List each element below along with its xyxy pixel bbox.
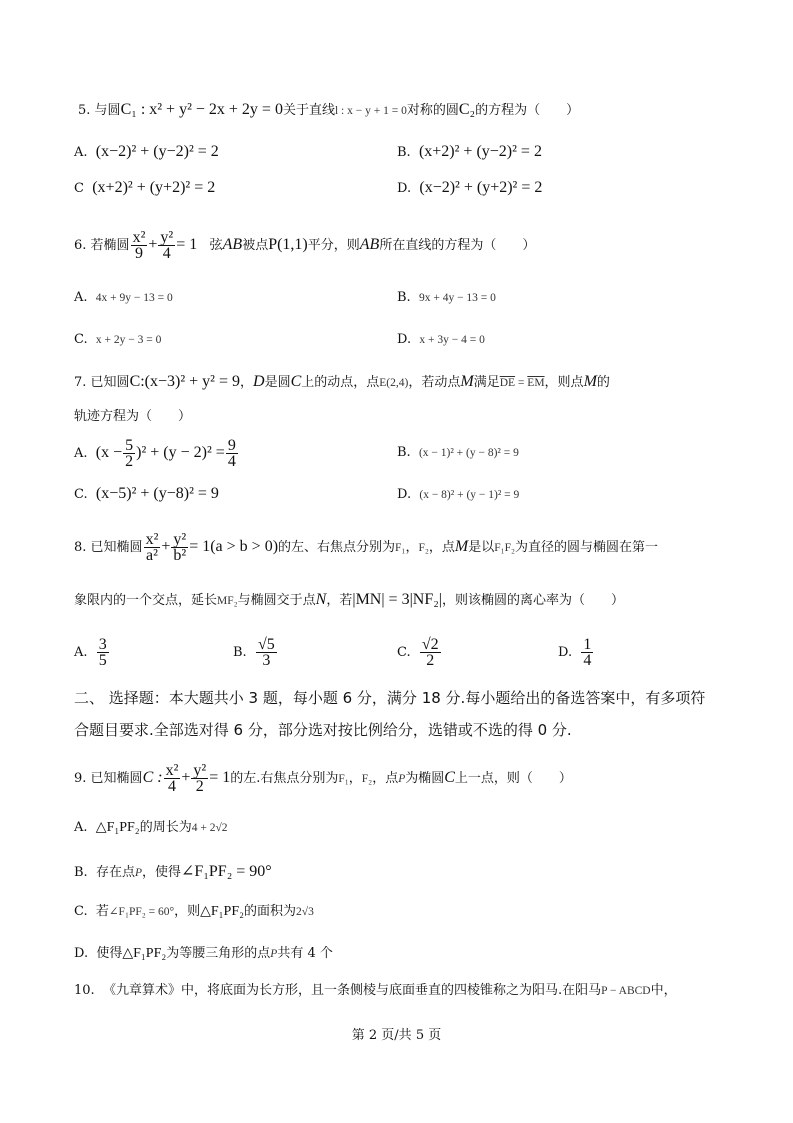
q9-option-b: B. 存在点P，使得∠F₁PF₂ = 90° (74, 863, 272, 880)
q6-stem: 6. 若椭圆 $\frac{\text{x²}}{9}$ + $\frac{\text{y²}}{4}$ = 1 弦AB被点P(1,1)平分，则AB所在直线的方程为（ ） (74, 229, 536, 262)
q8-option-b: B. $\frac{√5}{3}$ (233, 636, 275, 669)
section2-instructions-line2: 合题目要求.全部选对得 6 分，部分选对按比例给分，选错或不选的得 0 分. (74, 721, 572, 739)
q8-stem-line1: 8. 已知椭圆 $\frac{\text{x²}}{\text{a²}}$ + $\frac{\text{y²}}{\text{b²}}$ = 1(a > b > 0)的左、右焦点分别为F₁，F₂，点M是以F₁F₂为直径的圆与椭圆在第一 (74, 531, 659, 564)
q7-vector-em: $\overline{EM}$ (527, 377, 545, 389)
q5-line-equation: l : x − y + 1 = 0 (334, 105, 407, 117)
q7-option-d: D. (x − 8)² + (y − 1)² = 9 (397, 487, 520, 502)
q9-option-a: A. △F₁PF₂的周长为4 + 2√2 (74, 820, 228, 835)
q7-circle-equation: C:(x−3)² + y² = 9 (129, 373, 240, 390)
q7-option-b: B. (x − 1)² + (y − 8)² = 9 (397, 445, 519, 460)
q7-option-a: A. (x − $\frac{5}{2}$ )² + (y − 2)² = $\frac{9}{4}$ (74, 437, 236, 470)
q6-option-d: D. x + 3y − 4 = 0 (397, 332, 485, 347)
q5-option-c: C (x+2)² + (y+2)² = 2 (74, 179, 216, 196)
q8-stem-line2: 象限内的一个交点，延长MF₂与椭圆交于点N，若|MN| = 3|NF₂|，则该椭圆的离心率为（ ） (74, 591, 625, 608)
page-footer: 第 2 页/共 5 页 (351, 1028, 442, 1043)
q5-option-a: A. (x−2)² + (y−2)² = 2 (74, 143, 219, 160)
q5-circle-equation: C₁ : x² + y² − 2x + 2y = 0 (120, 101, 283, 118)
q9-stem: 9. 已知椭圆C : $\frac{\text{x²}}{4}$ + $\frac{\text{y²}}{2}$ = 1的左.右焦点分别为F₁，F₂，点P为椭圆C上一点，则（ ） (74, 762, 572, 795)
q9-option-c: C. 若∠F₁PF₂ = 60°，则△F₁PF₂的面积为2√3 (74, 904, 314, 919)
q8-option-a: A. $\frac{3}{5}$ (74, 636, 107, 669)
q8-condition: |MN| = 3|NF₂| (352, 591, 443, 608)
q6-option-a: A. 4x + 9y − 13 = 0 (74, 290, 173, 305)
q8-option-d: D. $\frac{1}{4}$ (558, 636, 592, 669)
q7-vector-de: $\overline{DE}$ (499, 377, 516, 389)
section2-instructions-line1: 二、 选择题：本大题共小 3 题，每小题 6 分，满分 18 分.每小题给出的备选答案中，有多项符 (74, 689, 706, 707)
q9-option-d: D. 使得△F₁PF₂为等腰三角形的点P共有 4 个 (74, 946, 333, 961)
q8-option-c: C. $\frac{√2}{2}$ (397, 636, 439, 669)
q6-fraction-y: $\frac{\text{y²}}{4}$ (160, 229, 174, 262)
q5-option-b: B. (x+2)² + (y−2)² = 2 (397, 143, 542, 160)
q10-stem: 10. 《九章算术》中，将底面为长方形，且一条侧棱与底面垂直的四棱锥称之为阳马.在阳马P − ABCD中， (74, 983, 677, 998)
q5-option-d: D. (x−2)² + (y+2)² = 2 (397, 179, 543, 196)
q7-option-c: C. (x−5)² + (y−8)² = 9 (74, 485, 219, 502)
q7-stem-line1: 7. 已知圆C:(x−3)² + y² = 9，D是圆C上的动点，点E(2,4)，若动点M满足$\overline{DE} = \overline{EM}$，则点M的 (74, 373, 610, 390)
q6-option-c: C. x + 2y − 3 = 0 (74, 332, 162, 347)
q7-stem-line2: 轨迹方程为（ ） (74, 409, 192, 424)
q5-stem: 5. 与圆C₁ : x² + y² − 2x + 2y = 0关于直线l : x − y + 1 = 0对称的圆C₂的方程为（ ） (78, 101, 580, 118)
q6-option-b: B. 9x + 4y − 13 = 0 (397, 290, 496, 305)
q6-fraction-x: $\frac{\text{x²}}{9}$ (132, 229, 146, 262)
